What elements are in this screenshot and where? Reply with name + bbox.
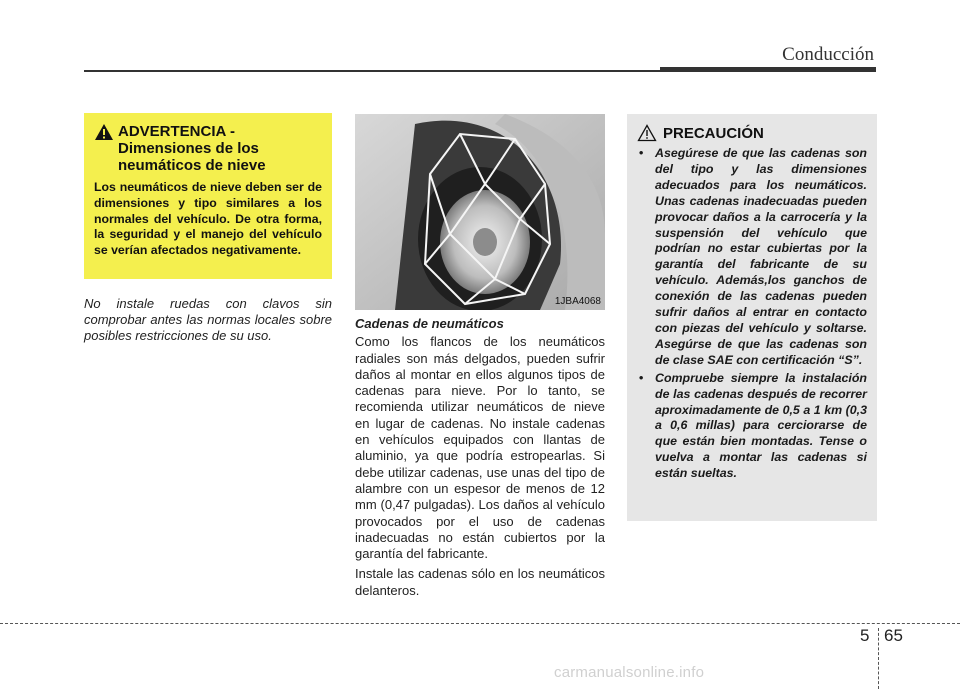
section-title: Cadenas de neumáticos bbox=[355, 316, 504, 331]
header-title: Conducción bbox=[782, 44, 874, 65]
warning-title-main: ADVERTENCIA - bbox=[118, 123, 235, 140]
caution-item bbox=[637, 371, 867, 482]
tire-chains-section bbox=[355, 316, 605, 603]
caution-title: PRECAUCIÓN bbox=[663, 124, 764, 142]
warning-box bbox=[84, 113, 332, 279]
footer-rule bbox=[0, 623, 960, 624]
header-rule-thin bbox=[84, 70, 660, 72]
tire-chain-illustration bbox=[355, 114, 605, 310]
page-number: 65 bbox=[884, 626, 903, 645]
warning-title bbox=[118, 123, 322, 174]
watermark: carmanualsonline.info bbox=[554, 664, 705, 681]
header-rule-thick bbox=[660, 67, 876, 72]
caution-header bbox=[637, 124, 867, 142]
caution-item-text: Compruebe siempre la instalación de las cadenas después de recorrer aproximadamente de 0,5 a 1 km (0,3 a 0,6 millas) para cerciorarse de que están bien montadas. Tense o vuelva a montar las cadenas si están sueltas. bbox=[655, 370, 867, 481]
caution-box bbox=[627, 114, 877, 521]
footer-divider bbox=[878, 628, 879, 689]
caution-list bbox=[637, 146, 867, 482]
chains-paragraph-1: Como los flancos de los neumáticos radiales son más delgados, pueden sufrir daños al montar en ellos algunos tipos de cadenas para nieve. Por lo tanto, se recomienda utilizar neumáticos de nieve en lugar de cadenas. No instale cadenas en vehículos equipados con llantas de aluminio, ya que podría estropearlas. Si debe utilizar cadenas, use unas del tipo de alambre con un espesor de menos de 12 mm (0,47 pulgadas). Los daños al vehículo provocados por el uso de cadenas inadecuadas no están cubiertos por la garantía del fabricante. bbox=[355, 334, 605, 562]
section-number: 5 bbox=[860, 626, 870, 645]
caution-item bbox=[637, 146, 867, 369]
caution-icon bbox=[637, 124, 657, 142]
chains-paragraph-2: Instale las cadenas sólo en los neumáticos delanteros. bbox=[355, 566, 605, 598]
warning-subtitle: Dimensiones de los neumáticos de nieve bbox=[118, 140, 266, 174]
warning-body: Los neumáticos de nieve deben ser de dimensiones y tipo similares a los normales del vehículo. De otra forma, la seguridad y el manejo del vehículo se verían afectados negativamente. bbox=[94, 180, 322, 258]
bullet: • bbox=[639, 370, 644, 385]
image-code-label: 1JBA4068 bbox=[554, 296, 601, 307]
studded-tire-note: No instale ruedas con clavos sin comprobar antes las normas locales sobre posibles restricciones de su uso. bbox=[84, 296, 332, 343]
bullet: • bbox=[639, 146, 644, 160]
tire-with-chain-drawing bbox=[355, 114, 605, 310]
caution-item-text: Asegúrese de que las cadenas son del tipo y las dimensiones adecuados para los neumáticos. Unas cadenas inadecuadas pueden provocar daños a la carrocería y la suspensión del vehículo que podrían no estar cubiertas por la garantía del fabricante de su vehículo. Además,los ganchos de conexión de las cadenas pueden sufrir daños al entrar en contacto con piezas del vehículo y soltarse. Asegúrse de que las cadenas son de clase SAE con certificación “S”. bbox=[655, 146, 867, 367]
warning-icon bbox=[94, 123, 114, 141]
